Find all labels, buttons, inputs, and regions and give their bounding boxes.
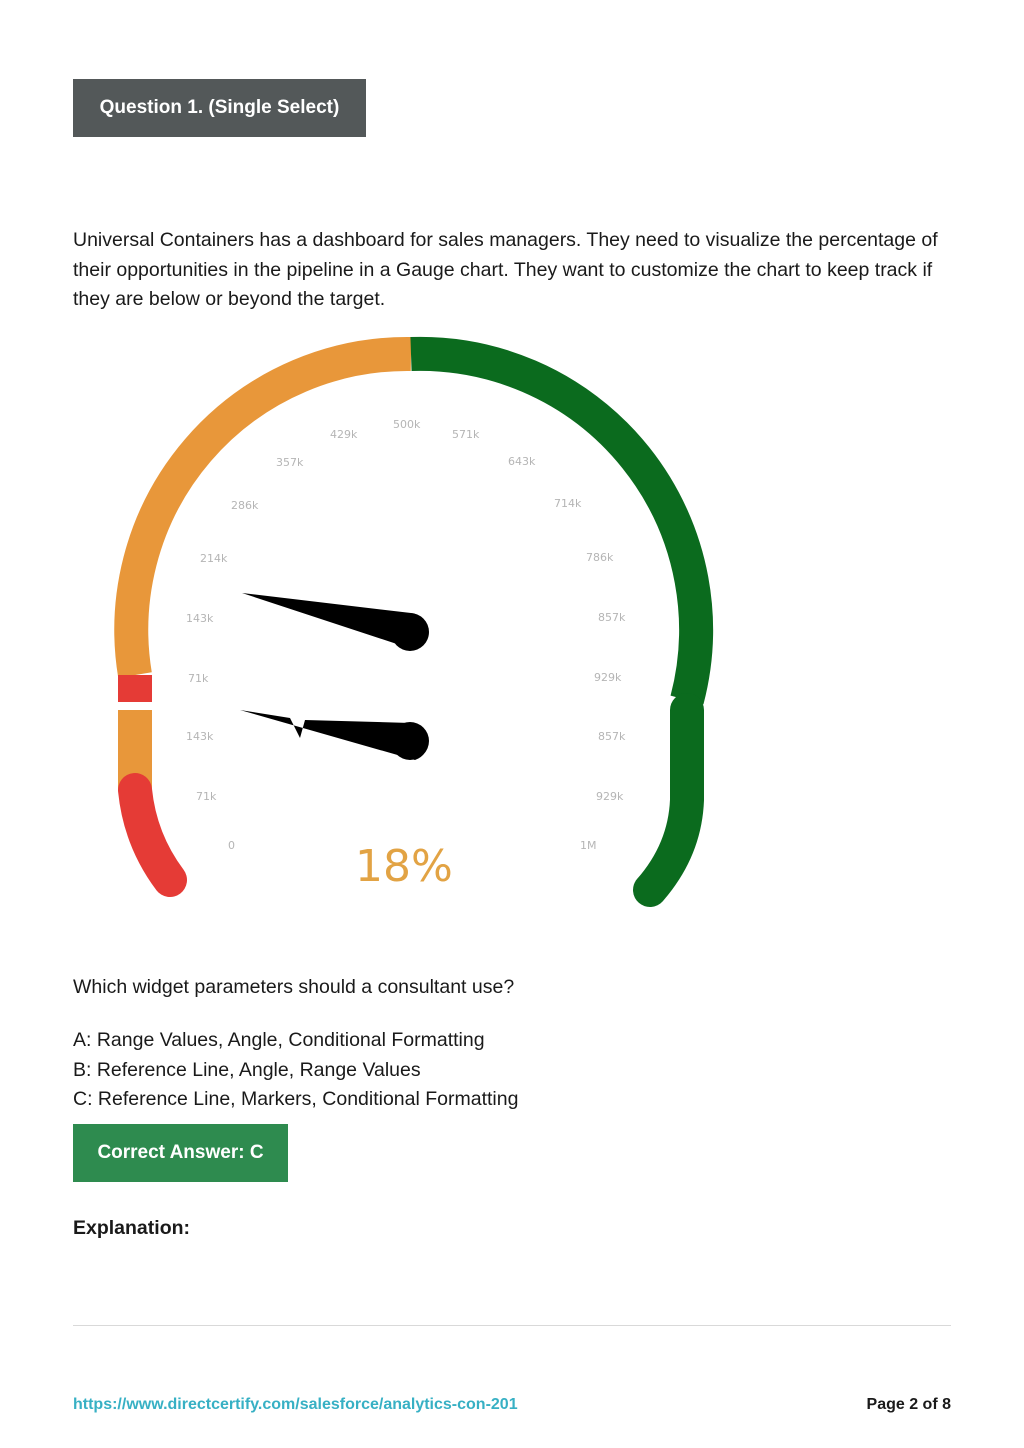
footer-url-link[interactable]: https://www.directcertify.com/salesforce/analytics-con-201 [73, 1396, 518, 1413]
tick-label: 643k [508, 455, 536, 468]
tick-label: 214k [200, 552, 228, 565]
tick-label: 786k [586, 551, 614, 564]
top-arc-green [411, 354, 696, 700]
question-badge: Question 1. (Single Select) [73, 79, 366, 137]
tick-label: 71k [188, 672, 209, 685]
tick-label: 1M [580, 839, 597, 852]
question-prompt: Which widget parameters should a consultant use? [73, 976, 515, 998]
tick-label: 143k [186, 612, 214, 625]
gauge-percent-label: 18% [355, 841, 453, 892]
tick-label: 429k [330, 428, 358, 441]
tick-label: 857k [598, 611, 626, 624]
tick-label: 857k [598, 730, 626, 743]
footer-divider [73, 1325, 951, 1326]
tick-label: 0 [228, 839, 235, 852]
tick-label: 571k [452, 428, 480, 441]
tick-label: 714k [554, 497, 582, 510]
explanation-heading: Explanation: [73, 1217, 191, 1239]
bottom-arc-green [650, 710, 687, 890]
answer-options [73, 1026, 518, 1115]
tick-label: 500k [393, 418, 421, 431]
gauge-chart-image [110, 330, 730, 920]
tick-label: 286k [231, 499, 259, 512]
correct-answer-badge: Correct Answer: C [73, 1124, 288, 1182]
tick-label: 357k [276, 456, 304, 469]
option-a: A: Range Values, Angle, Conditional Formatting [73, 1029, 485, 1051]
page-number: Page 2 of 8 [866, 1396, 951, 1413]
tick-label: 143k [186, 730, 214, 743]
bottom-arc-red [135, 790, 170, 880]
option-b: B: Reference Line, Angle, Range Values [73, 1058, 421, 1081]
tick-label: 71k [196, 790, 217, 803]
tick-label: 929k [594, 671, 622, 684]
top-needle-hub [391, 613, 429, 651]
tick-label: 929k [596, 790, 624, 803]
bottom-needle-hub [391, 722, 429, 760]
question-text: Universal Containers has a dashboard for sales managers. They need to visualize the percentage of their opportunities in the pipeline in a Gauge chart. They want to customize the chart to keep track if they are below or beyond the target. [73, 229, 938, 310]
option-c: C: Reference Line, Markers, Conditional Formatting [73, 1088, 519, 1110]
